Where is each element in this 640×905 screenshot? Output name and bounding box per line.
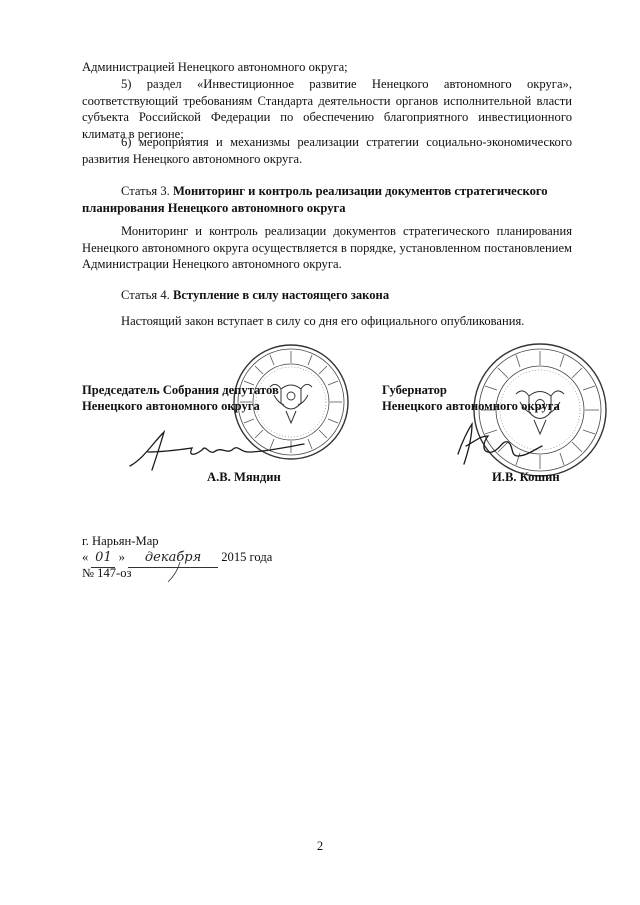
article-3-prefix: Статья 3. [121, 184, 173, 198]
article-3-title: Мониторинг и контроль реализации документов стратегического планирования Ненецкого автономного округа [82, 184, 548, 215]
city-line: г. Нарьян-Мар [82, 534, 159, 548]
left-signer-role-line-2: Ненецкого автономного округа [82, 399, 260, 413]
right-signer-name: И.В. Кошин [492, 470, 560, 484]
right-handwritten-signature [448, 416, 548, 472]
law-number: № 147-оз [82, 566, 132, 580]
date-open-quote: « [82, 550, 89, 564]
date-month: декабря [128, 550, 218, 568]
date-day: 01 [91, 550, 115, 568]
date-pen-stroke [160, 560, 190, 584]
item-5-paragraph: 5) раздел «Инвестиционное развитие Ненецкого автономного округа», соответствующий требованиям Стандарта деятельности органов исполнительной власти субъекта Российской Федерации по обеспечению благоприятного инвестиционного климата в регионе; [82, 77, 572, 141]
left-signer-name: А.В. Мяндин [207, 470, 281, 484]
article-4-title: Вступление в силу настоящего закона [172, 288, 390, 302]
right-signer-role-line-2: Ненецкого автономного округа [382, 399, 560, 413]
left-signer-role-line-1: Председатель Собрания депутатов [82, 383, 279, 397]
article-4-prefix: Статья 4. [121, 288, 173, 302]
date-year: 2015 года [221, 550, 273, 564]
article-4-text: Настоящий закон вступает в силу со дня его официального опубликования. [121, 314, 525, 328]
previous-item-line: Администрацией Ненецкого автономного округа; [82, 60, 348, 74]
article-4-heading [82, 287, 572, 304]
date-close-quote: » [118, 550, 125, 564]
item-6-paragraph: 6) мероприятия и механизмы реализации стратегии социально-экономического развития Ненецкого автономного округа. [82, 135, 572, 166]
page-number: 2 [316, 839, 324, 853]
article-3-text: Мониторинг и контроль реализации документов стратегического планирования Ненецкого автономного округа осуществляется в порядке, установленном постановлением Администрации Ненецкого автономного округа. [82, 224, 572, 271]
right-signer-role-line-1: Губернатор [382, 383, 447, 397]
article-3-heading [82, 183, 572, 216]
